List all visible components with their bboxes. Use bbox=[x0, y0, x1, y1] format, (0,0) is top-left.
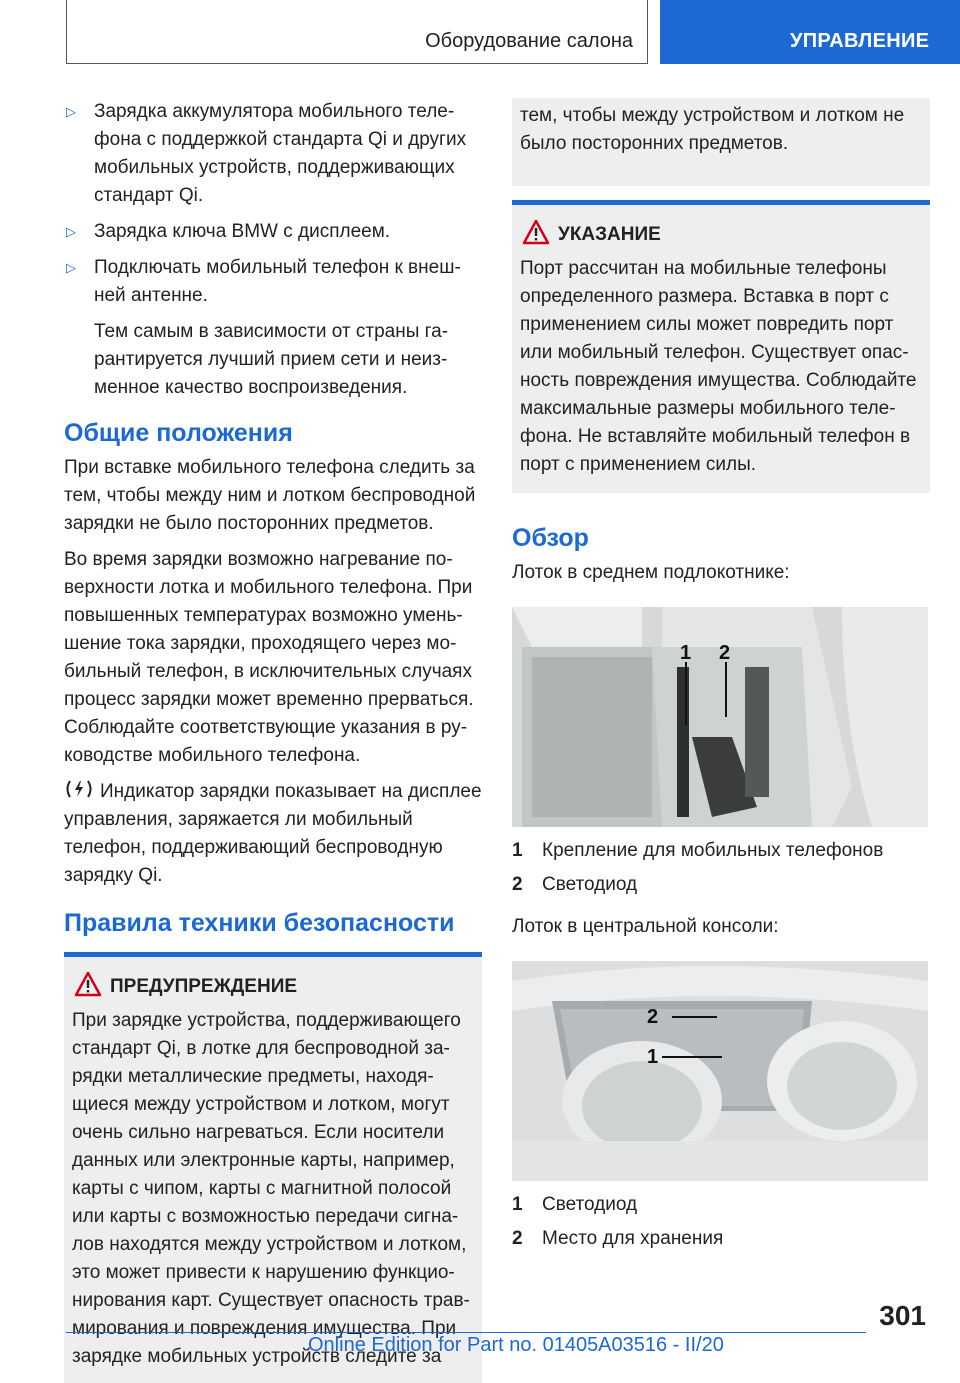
header-section-box bbox=[66, 0, 648, 64]
console-tray-illustration bbox=[512, 961, 928, 1181]
armrest-tray-image bbox=[512, 607, 928, 827]
overview-heading: Обзор bbox=[512, 524, 589, 552]
indicator-text: Индикатор зарядки показывает на дисплее управления, заряжается ли мобильный телефон, поддерживающий беспроводную зарядку Qi. bbox=[64, 781, 482, 886]
footer-divider bbox=[66, 1332, 866, 1333]
general-heading: Общие положения bbox=[64, 419, 293, 447]
callout-1: 1 bbox=[647, 1046, 659, 1068]
indicator-paragraph bbox=[64, 778, 482, 890]
warning-continuation: тем, чтобы между устройством и лотком не было посторонних предметов. bbox=[520, 105, 905, 154]
notice-box bbox=[512, 200, 930, 493]
header-chapter-title: УПРАВЛЕНИЕ bbox=[790, 30, 930, 52]
legend-number: 2 bbox=[512, 1228, 523, 1249]
safety-heading: Правила техники безопасности bbox=[64, 909, 455, 937]
notice-title: УКАЗАНИЕ bbox=[558, 224, 661, 245]
triangle-right-icon: ▷ bbox=[66, 104, 76, 119]
console-caption: Лоток в центральной консоли: bbox=[512, 916, 779, 937]
header-section-title: Оборудование салона bbox=[425, 30, 633, 52]
warning-title: ПРЕДУПРЕЖДЕНИЕ bbox=[110, 976, 298, 997]
legend-item bbox=[512, 1191, 930, 1219]
left-column bbox=[64, 98, 482, 1383]
bullet-item bbox=[64, 98, 482, 210]
notice-header bbox=[520, 221, 922, 249]
bullet-item bbox=[64, 254, 482, 310]
legend-number: 1 bbox=[512, 1194, 523, 1215]
legend-item bbox=[512, 1225, 930, 1253]
legend-item bbox=[512, 871, 930, 899]
bullet-item bbox=[64, 218, 482, 246]
legend-text: Место для хранения bbox=[542, 1228, 724, 1249]
bullet-continuation: Тем самым в зависимости от страны гарантируется лучший прием сети и неизменное качество воспроизведения. bbox=[94, 321, 449, 398]
console-tray-image bbox=[512, 961, 928, 1181]
bullet-text: Зарядка ключа BMW с дисплеем. bbox=[94, 221, 391, 242]
triangle-right-icon: ▷ bbox=[66, 260, 76, 275]
legend-text: Светодиод bbox=[542, 874, 638, 895]
callout-1: 1 bbox=[680, 642, 692, 664]
right-column bbox=[512, 98, 930, 1259]
page-number: 301 bbox=[879, 1300, 926, 1331]
bullet-text: Подключать мобильный телефон к внешней антенне. bbox=[94, 257, 461, 306]
bullet-text: Зарядка аккумулятора мобильного телефона с поддержкой стандарта Qi и других мобильных устройств, поддерживающих стандарт Qi. bbox=[94, 101, 467, 206]
armrest-caption: Лоток в среднем подлокотнике: bbox=[512, 562, 790, 583]
general-paragraph-2: Во время зарядки возможно нагревание поверхности лотка и мобильного телефона. При повышенных температурах возможно уменьшение тока зарядки, проходящего через мобильный телефон, в исключительных случаях процесс зарядки может временно прерваться. Соблюдайте соответствующие указания в руководстве мобильного телефона. bbox=[64, 549, 474, 766]
callout-2: 2 bbox=[719, 642, 731, 664]
legend-number: 2 bbox=[512, 874, 523, 895]
warning-text: При зарядке устройства, поддерживающего стандарт Qi, в лотке для беспроводной зарядки металлические предметы, находящиеся между устройством и лотком, могут очень сильно нагреваться. Если носители данных или электронные карты, например, карты с чипом, карты с магнитной полосой или карты с возможностью передачи сигналов находятся между устройством и лотком, это может привести к нарушению функционирования карт. Существует опасность травмирования и повреждения имущества. При зарядке мобильных устройств следите за bbox=[72, 1010, 470, 1367]
legend-text: Крепление для мобильных телефонов bbox=[542, 840, 884, 861]
legend-item bbox=[512, 837, 930, 865]
armrest-tray-illustration bbox=[512, 607, 928, 827]
legend-text: Светодиод bbox=[542, 1194, 638, 1215]
wireless-charging-icon bbox=[64, 778, 94, 800]
footer-edition: Online Edition for Part no. 01405A03516 - II/20 bbox=[308, 1334, 724, 1356]
callout-2: 2 bbox=[647, 1006, 659, 1028]
header-chapter-tab bbox=[660, 0, 960, 64]
warning-box bbox=[64, 952, 482, 1383]
notice-text: Порт рассчитан на мобильные телефоны определенного размера. Вставка в порт с применением силы может повредить порт или мобильный телефон. Существует опасность повреждения имущества. Соблюдайте максимальные размеры мобильного телефона. Не вставляйте мобильный телефон в порт с применением силы. bbox=[520, 258, 917, 475]
general-paragraph-1: При вставке мобильного телефона следить за тем, чтобы между ним и лотком беспроводной зарядки не было посторонних предметов. bbox=[64, 457, 476, 534]
warning-continuation-box bbox=[512, 98, 930, 186]
legend-number: 1 bbox=[512, 840, 523, 861]
warning-triangle-icon bbox=[522, 219, 550, 245]
triangle-right-icon: ▷ bbox=[66, 224, 76, 239]
warning-header bbox=[72, 973, 474, 1001]
warning-triangle-icon bbox=[74, 971, 102, 997]
